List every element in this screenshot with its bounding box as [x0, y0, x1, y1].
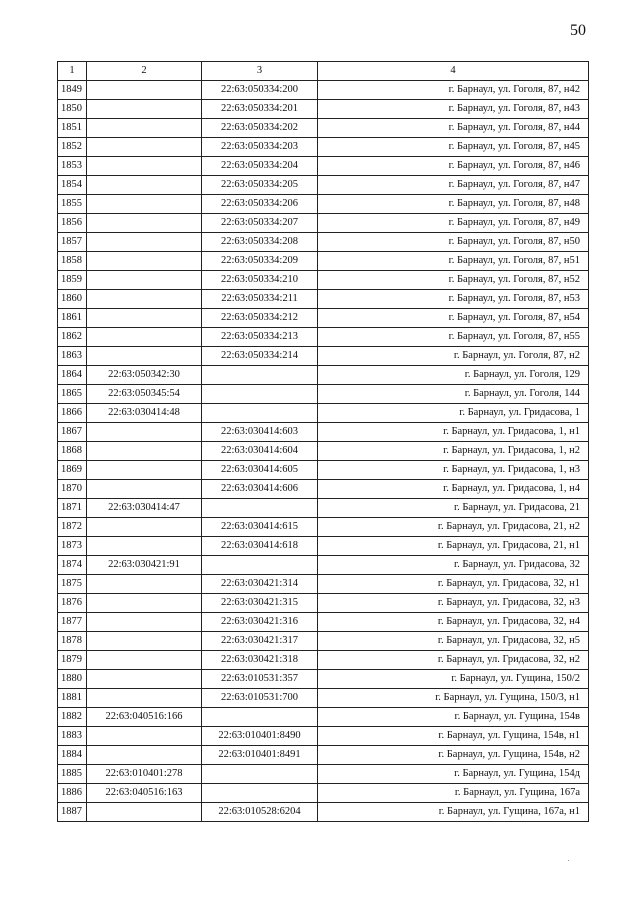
address-cell: г. Барнаул, ул. Гоголя, 87, н53 — [318, 290, 589, 309]
address-cell: г. Барнаул, ул. Гоголя, 87, н47 — [318, 176, 589, 195]
address-cell: г. Барнаул, ул. Гущина, 150/3, н1 — [318, 689, 589, 708]
address-cell: г. Барнаул, ул. Гоголя, 87, н52 — [318, 271, 589, 290]
address-cell: г. Барнаул, ул. Гоголя, 87, н46 — [318, 157, 589, 176]
premises-cadastral-number-cell — [202, 556, 318, 575]
premises-cadastral-number-cell: 22:63:050334:213 — [202, 328, 318, 347]
premises-cadastral-number-cell: 22:63:030421:315 — [202, 594, 318, 613]
land-cadastral-number-cell — [87, 195, 202, 214]
row-number-cell: 1862 — [58, 328, 87, 347]
land-cadastral-number-cell — [87, 803, 202, 822]
table-row — [58, 670, 589, 689]
address-cell: г. Барнаул, ул. Гущина, 154в, н1 — [318, 727, 589, 746]
address-cell: г. Барнаул, ул. Гоголя, 87, н51 — [318, 252, 589, 271]
table-row — [58, 233, 589, 252]
address-cell: г. Барнаул, ул. Гридасова, 32, н1 — [318, 575, 589, 594]
row-number-cell: 1849 — [58, 81, 87, 100]
premises-cadastral-number-cell: 22:63:030414:615 — [202, 518, 318, 537]
premises-cadastral-number-cell: 22:63:050334:205 — [202, 176, 318, 195]
table-row — [58, 518, 589, 537]
row-number-cell: 1864 — [58, 366, 87, 385]
row-number-cell: 1866 — [58, 404, 87, 423]
land-cadastral-number-cell — [87, 328, 202, 347]
land-cadastral-number-cell — [87, 100, 202, 119]
row-number-cell: 1882 — [58, 708, 87, 727]
table-row — [58, 100, 589, 119]
address-cell: г. Барнаул, ул. Гоголя, 87, н48 — [318, 195, 589, 214]
land-cadastral-number-cell — [87, 689, 202, 708]
land-cadastral-number-cell — [87, 746, 202, 765]
header-col-4: 4 — [318, 62, 589, 81]
page-number: 50 — [570, 22, 586, 39]
address-cell: г. Барнаул, ул. Гоголя, 87, н44 — [318, 119, 589, 138]
table-row — [58, 537, 589, 556]
row-number-cell: 1865 — [58, 385, 87, 404]
row-number-cell: 1868 — [58, 442, 87, 461]
table-row — [58, 385, 589, 404]
table-row — [58, 271, 589, 290]
row-number-cell: 1856 — [58, 214, 87, 233]
row-number-cell: 1850 — [58, 100, 87, 119]
land-cadastral-number-cell: 22:63:030421:91 — [87, 556, 202, 575]
premises-cadastral-number-cell: 22:63:050334:214 — [202, 347, 318, 366]
row-number-cell: 1858 — [58, 252, 87, 271]
header-col-3: 3 — [202, 62, 318, 81]
address-cell: г. Барнаул, ул. Гущина, 154д — [318, 765, 589, 784]
premises-cadastral-number-cell: 22:63:030421:318 — [202, 651, 318, 670]
premises-cadastral-number-cell: 22:63:010401:8490 — [202, 727, 318, 746]
table-row — [58, 480, 589, 499]
land-cadastral-number-cell — [87, 575, 202, 594]
premises-cadastral-number-cell: 22:63:050334:207 — [202, 214, 318, 233]
table-row — [58, 195, 589, 214]
table-row — [58, 290, 589, 309]
row-number-cell: 1853 — [58, 157, 87, 176]
premises-cadastral-number-cell: 22:63:010528:6204 — [202, 803, 318, 822]
row-number-cell: 1857 — [58, 233, 87, 252]
address-cell: г. Барнаул, ул. Гридасова, 1, н1 — [318, 423, 589, 442]
header-col-2: 2 — [87, 62, 202, 81]
address-cell: г. Барнаул, ул. Гридасова, 32, н2 — [318, 651, 589, 670]
table-row — [58, 423, 589, 442]
table-row — [58, 442, 589, 461]
land-cadastral-number-cell: 22:63:030414:48 — [87, 404, 202, 423]
row-number-cell: 1880 — [58, 670, 87, 689]
land-cadastral-number-cell — [87, 347, 202, 366]
table-row — [58, 556, 589, 575]
land-cadastral-number-cell — [87, 480, 202, 499]
table-row — [58, 176, 589, 195]
land-cadastral-number-cell — [87, 309, 202, 328]
land-cadastral-number-cell — [87, 537, 202, 556]
premises-cadastral-number-cell: 22:63:010531:700 — [202, 689, 318, 708]
table-row — [58, 651, 589, 670]
land-cadastral-number-cell — [87, 632, 202, 651]
land-cadastral-number-cell — [87, 157, 202, 176]
table-row — [58, 613, 589, 632]
premises-cadastral-number-cell: 22:63:030421:317 — [202, 632, 318, 651]
land-cadastral-number-cell — [87, 613, 202, 632]
premises-cadastral-number-cell: 22:63:050334:201 — [202, 100, 318, 119]
premises-cadastral-number-cell: 22:63:050334:212 — [202, 309, 318, 328]
table-row — [58, 765, 589, 784]
address-cell: г. Барнаул, ул. Гоголя, 87, н54 — [318, 309, 589, 328]
land-cadastral-number-cell — [87, 233, 202, 252]
address-cell: г. Барнаул, ул. Гоголя, 87, н55 — [318, 328, 589, 347]
premises-cadastral-number-cell: 22:63:050334:202 — [202, 119, 318, 138]
address-cell: г. Барнаул, ул. Гридасова, 32, н4 — [318, 613, 589, 632]
land-cadastral-number-cell — [87, 214, 202, 233]
premises-cadastral-number-cell: 22:63:050334:206 — [202, 195, 318, 214]
row-number-cell: 1854 — [58, 176, 87, 195]
row-number-cell: 1852 — [58, 138, 87, 157]
premises-cadastral-number-cell: 22:63:010531:357 — [202, 670, 318, 689]
address-cell: г. Барнаул, ул. Гридасова, 32, н5 — [318, 632, 589, 651]
address-cell: г. Барнаул, ул. Гоголя, 87, н45 — [318, 138, 589, 157]
premises-cadastral-number-cell: 22:63:030414:618 — [202, 537, 318, 556]
premises-cadastral-number-cell — [202, 784, 318, 803]
premises-cadastral-number-cell: 22:63:050334:204 — [202, 157, 318, 176]
land-cadastral-number-cell: 22:63:050345:54 — [87, 385, 202, 404]
land-cadastral-number-cell — [87, 727, 202, 746]
land-cadastral-number-cell — [87, 461, 202, 480]
land-cadastral-number-cell — [87, 442, 202, 461]
table-row — [58, 309, 589, 328]
address-cell: г. Барнаул, ул. Гридасова, 21, н1 — [318, 537, 589, 556]
address-cell: г. Барнаул, ул. Гоголя, 87, н43 — [318, 100, 589, 119]
address-cell: г. Барнаул, ул. Гоголя, 87, н42 — [318, 81, 589, 100]
address-cell: г. Барнаул, ул. Гридасова, 32 — [318, 556, 589, 575]
premises-cadastral-number-cell — [202, 404, 318, 423]
row-number-cell: 1883 — [58, 727, 87, 746]
premises-cadastral-number-cell — [202, 708, 318, 727]
address-cell: г. Барнаул, ул. Гущина, 154в — [318, 708, 589, 727]
land-cadastral-number-cell — [87, 651, 202, 670]
land-cadastral-number-cell — [87, 138, 202, 157]
address-cell: г. Барнаул, ул. Гоголя, 129 — [318, 366, 589, 385]
row-number-cell: 1867 — [58, 423, 87, 442]
table-row — [58, 366, 589, 385]
land-cadastral-number-cell — [87, 423, 202, 442]
address-cell: г. Барнаул, ул. Гридасова, 1 — [318, 404, 589, 423]
table-row — [58, 81, 589, 100]
row-number-cell: 1878 — [58, 632, 87, 651]
land-cadastral-number-cell: 22:63:010401:278 — [87, 765, 202, 784]
premises-cadastral-number-cell: 22:63:030414:605 — [202, 461, 318, 480]
table-row — [58, 347, 589, 366]
premises-cadastral-number-cell: 22:63:030421:316 — [202, 613, 318, 632]
table-row — [58, 157, 589, 176]
address-cell: г. Барнаул, ул. Гоголя, 87, н49 — [318, 214, 589, 233]
row-number-cell: 1870 — [58, 480, 87, 499]
table-row — [58, 784, 589, 803]
land-cadastral-number-cell: 22:63:040516:166 — [87, 708, 202, 727]
row-number-cell: 1887 — [58, 803, 87, 822]
table-row — [58, 252, 589, 271]
premises-cadastral-number-cell — [202, 366, 318, 385]
land-cadastral-number-cell — [87, 271, 202, 290]
land-cadastral-number-cell: 22:63:030414:47 — [87, 499, 202, 518]
header-col-1: 1 — [58, 62, 87, 81]
table-row — [58, 632, 589, 651]
address-cell: г. Барнаул, ул. Гоголя, 87, н2 — [318, 347, 589, 366]
land-cadastral-number-cell — [87, 81, 202, 100]
address-cell: г. Барнаул, ул. Гридасова, 32, н3 — [318, 594, 589, 613]
row-number-cell: 1863 — [58, 347, 87, 366]
premises-cadastral-number-cell: 22:63:050334:208 — [202, 233, 318, 252]
table-row — [58, 328, 589, 347]
land-cadastral-number-cell: 22:63:050342:30 — [87, 366, 202, 385]
premises-cadastral-number-cell: 22:63:050334:209 — [202, 252, 318, 271]
address-cell: г. Барнаул, ул. Гущина, 154в, н2 — [318, 746, 589, 765]
premises-cadastral-number-cell: 22:63:050334:203 — [202, 138, 318, 157]
row-number-cell: 1875 — [58, 575, 87, 594]
address-cell: г. Барнаул, ул. Гридасова, 21 — [318, 499, 589, 518]
premises-cadastral-number-cell: 22:63:030414:604 — [202, 442, 318, 461]
row-number-cell: 1876 — [58, 594, 87, 613]
land-cadastral-number-cell: 22:63:040516:163 — [87, 784, 202, 803]
premises-cadastral-number-cell — [202, 765, 318, 784]
table-row — [58, 119, 589, 138]
row-number-cell: 1881 — [58, 689, 87, 708]
table-row — [58, 746, 589, 765]
premises-cadastral-number-cell — [202, 385, 318, 404]
premises-cadastral-number-cell: 22:63:050334:211 — [202, 290, 318, 309]
row-number-cell: 1874 — [58, 556, 87, 575]
premises-cadastral-number-cell — [202, 499, 318, 518]
premises-cadastral-number-cell: 22:63:030414:606 — [202, 480, 318, 499]
row-number-cell: 1873 — [58, 537, 87, 556]
row-number-cell: 1877 — [58, 613, 87, 632]
scan-speck — [568, 860, 569, 861]
table-row — [58, 803, 589, 822]
row-number-cell: 1871 — [58, 499, 87, 518]
land-cadastral-number-cell — [87, 252, 202, 271]
table-header-row — [58, 62, 589, 81]
address-cell: г. Барнаул, ул. Гридасова, 1, н2 — [318, 442, 589, 461]
premises-cadastral-number-cell: 22:63:010401:8491 — [202, 746, 318, 765]
land-cadastral-number-cell — [87, 518, 202, 537]
premises-cadastral-number-cell: 22:63:050334:200 — [202, 81, 318, 100]
table-row — [58, 575, 589, 594]
premises-cadastral-number-cell: 22:63:030421:314 — [202, 575, 318, 594]
row-number-cell: 1884 — [58, 746, 87, 765]
row-number-cell: 1885 — [58, 765, 87, 784]
address-cell: г. Барнаул, ул. Гридасова, 21, н2 — [318, 518, 589, 537]
premises-cadastral-number-cell: 22:63:050334:210 — [202, 271, 318, 290]
table-row — [58, 214, 589, 233]
land-cadastral-number-cell — [87, 119, 202, 138]
land-cadastral-number-cell — [87, 290, 202, 309]
premises-cadastral-number-cell: 22:63:030414:603 — [202, 423, 318, 442]
address-cell: г. Барнаул, ул. Гоголя, 144 — [318, 385, 589, 404]
row-number-cell: 1860 — [58, 290, 87, 309]
row-number-cell: 1859 — [58, 271, 87, 290]
row-number-cell: 1869 — [58, 461, 87, 480]
row-number-cell: 1851 — [58, 119, 87, 138]
row-number-cell: 1879 — [58, 651, 87, 670]
table-row — [58, 689, 589, 708]
address-cell: г. Барнаул, ул. Гущина, 167а, н1 — [318, 803, 589, 822]
address-cell: г. Барнаул, ул. Гущина, 167а — [318, 784, 589, 803]
row-number-cell: 1872 — [58, 518, 87, 537]
table-row — [58, 404, 589, 423]
table-row — [58, 727, 589, 746]
table-row — [58, 594, 589, 613]
table-row — [58, 138, 589, 157]
address-cell: г. Барнаул, ул. Гоголя, 87, н50 — [318, 233, 589, 252]
table-row — [58, 461, 589, 480]
row-number-cell: 1861 — [58, 309, 87, 328]
address-cell: г. Барнаул, ул. Гущина, 150/2 — [318, 670, 589, 689]
land-cadastral-number-cell — [87, 176, 202, 195]
table-row — [58, 708, 589, 727]
row-number-cell: 1886 — [58, 784, 87, 803]
row-number-cell: 1855 — [58, 195, 87, 214]
table-row — [58, 499, 589, 518]
address-cell: г. Барнаул, ул. Гридасова, 1, н4 — [318, 480, 589, 499]
land-cadastral-number-cell — [87, 670, 202, 689]
land-cadastral-number-cell — [87, 594, 202, 613]
property-table — [57, 61, 589, 822]
address-cell: г. Барнаул, ул. Гридасова, 1, н3 — [318, 461, 589, 480]
